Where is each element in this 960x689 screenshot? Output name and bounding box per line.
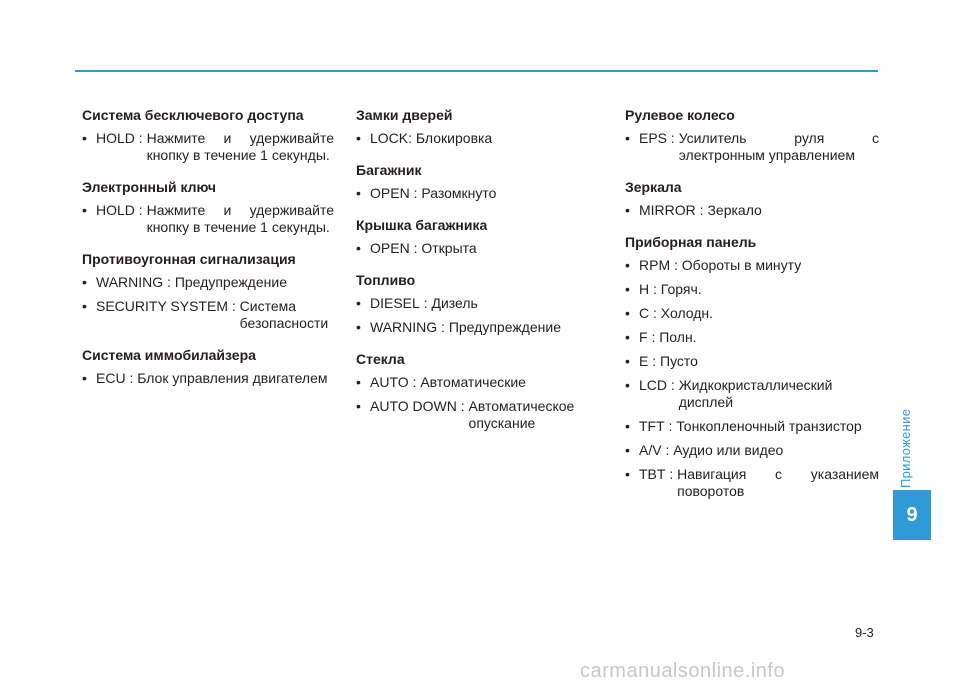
column-3 xyxy=(625,106,879,514)
term-separator: : xyxy=(408,374,421,390)
term-definition: Тонкопленочный транзистор xyxy=(676,418,862,434)
term-abbreviation: OPEN xyxy=(370,240,410,256)
glossary-section xyxy=(82,106,334,164)
glossary-item xyxy=(82,298,334,332)
glossary-section xyxy=(625,106,879,164)
term-definition: Аудио или видео xyxy=(673,442,784,458)
section-heading: Противоугонная сигнализация xyxy=(82,251,296,267)
term-definition: Нажмите и удерживайте кнопку в течение 1 секунды. xyxy=(146,130,334,163)
term-definition: Автоматическое опускание xyxy=(468,398,575,431)
term-separator: : xyxy=(409,185,422,201)
glossary-section xyxy=(356,216,590,257)
bullet-icon: • xyxy=(625,329,630,345)
term-separator: : xyxy=(648,353,661,369)
glossary-item xyxy=(625,353,879,370)
term-definition: Холодн. xyxy=(660,305,714,321)
glossary-section xyxy=(356,350,590,432)
section-heading: Стекла xyxy=(356,351,405,367)
bullet-icon: • xyxy=(356,374,361,390)
section-heading: Электронный ключ xyxy=(82,179,217,195)
term-abbreviation: LOCK xyxy=(370,130,409,146)
glossary-item xyxy=(625,377,879,411)
bullet-icon: • xyxy=(625,442,630,458)
term-definition: Дизель xyxy=(431,295,478,311)
term-abbreviation: AUTO DOWN xyxy=(370,398,457,414)
term-separator: : xyxy=(665,466,678,482)
bullet-icon: • xyxy=(82,298,87,314)
term-definition: Жидкокристаллический дисплей xyxy=(678,377,833,410)
term-separator: : xyxy=(667,130,679,146)
term-separator: : xyxy=(647,329,660,345)
bullet-icon: • xyxy=(82,274,87,290)
glossary-item xyxy=(625,202,879,219)
bullet-icon: • xyxy=(356,130,361,146)
bullet-icon: • xyxy=(625,202,630,218)
glossary-section xyxy=(356,161,590,202)
term-separator: : xyxy=(664,418,677,434)
glossary-section xyxy=(356,106,590,147)
bullet-icon: • xyxy=(625,281,630,297)
term-abbreviation: HOLD xyxy=(96,130,135,146)
glossary-item xyxy=(356,398,590,432)
glossary-item xyxy=(82,130,334,164)
term-definition: Предупреждение xyxy=(174,274,287,290)
bullet-icon: • xyxy=(356,185,361,201)
term-definition: Разомкнуто xyxy=(421,185,497,201)
term-definition: Блокировка xyxy=(415,130,493,146)
term-definition: Зеркало xyxy=(707,202,762,218)
appendix-tab-label: Приложение xyxy=(898,408,913,488)
glossary-item xyxy=(625,281,879,298)
term-abbreviation: AUTO xyxy=(370,374,409,390)
term-separator: : xyxy=(408,130,416,146)
term-definition: Навигация с указанием поворотов xyxy=(677,466,879,499)
term-abbreviation: ECU xyxy=(96,370,126,386)
glossary-section xyxy=(625,233,879,500)
term-separator: : xyxy=(437,319,449,335)
term-abbreviation: A/V xyxy=(639,442,662,458)
glossary-item xyxy=(625,466,879,500)
bullet-icon: • xyxy=(625,257,630,273)
glossary-item xyxy=(625,305,879,322)
term-separator: : xyxy=(649,305,661,321)
term-separator: : xyxy=(667,377,679,393)
header-rule xyxy=(75,70,878,72)
term-definition: Усилитель руля с электронным управлением xyxy=(678,130,879,163)
term-definition: Полн. xyxy=(659,329,697,345)
glossary-item xyxy=(625,329,879,346)
glossary-item xyxy=(356,185,590,202)
term-abbreviation: WARNING xyxy=(96,274,164,290)
glossary-item xyxy=(356,240,590,257)
section-heading: Система иммобилайзера xyxy=(82,347,256,363)
term-definition: Горяч. xyxy=(660,281,702,297)
term-separator: : xyxy=(134,202,147,218)
term-definition: Предупреждение xyxy=(448,319,561,335)
term-abbreviation: EPS xyxy=(639,130,668,146)
glossary-item xyxy=(625,442,879,459)
section-heading: Крышка багажника xyxy=(356,217,488,233)
glossary-section xyxy=(82,178,334,236)
section-heading: Зеркала xyxy=(625,179,682,195)
glossary-item xyxy=(82,274,334,291)
section-heading: Рулевое колесо xyxy=(625,107,735,123)
term-abbreviation: WARNING xyxy=(370,319,438,335)
glossary-item xyxy=(625,257,879,274)
watermark: carmanualsonline.info xyxy=(580,660,786,682)
term-definition: Пусто xyxy=(660,353,698,369)
glossary-item xyxy=(625,418,879,435)
term-definition: Система безопасности xyxy=(239,298,329,331)
term-abbreviation: E xyxy=(639,353,649,369)
glossary-item xyxy=(82,370,334,387)
section-heading: Система бесключевого доступа xyxy=(82,107,304,123)
glossary-section xyxy=(356,271,590,336)
bullet-icon: • xyxy=(356,319,361,335)
glossary-section xyxy=(82,250,334,332)
term-separator: : xyxy=(661,442,674,458)
section-heading: Замки дверей xyxy=(356,107,453,123)
term-abbreviation: HOLD xyxy=(96,202,135,218)
term-definition: Обороты в минуту xyxy=(681,257,802,273)
bullet-icon: • xyxy=(625,130,630,146)
bullet-icon: • xyxy=(625,353,630,369)
bullet-icon: • xyxy=(625,377,630,393)
term-separator: : xyxy=(163,274,175,290)
bullet-icon: • xyxy=(356,295,361,311)
term-definition: Открыта xyxy=(421,240,477,256)
bullet-icon: • xyxy=(82,370,87,386)
bullet-icon: • xyxy=(625,305,630,321)
glossary-item xyxy=(356,130,590,147)
bullet-icon: • xyxy=(82,130,87,146)
term-abbreviation: H xyxy=(639,281,650,297)
term-abbreviation: TFT xyxy=(639,418,665,434)
term-separator: : xyxy=(649,281,661,297)
term-separator: : xyxy=(456,398,469,414)
term-abbreviation: TBT xyxy=(639,466,666,482)
page-number: 9-3 xyxy=(855,625,874,640)
term-definition: Автоматические xyxy=(420,374,526,390)
term-abbreviation: RPM xyxy=(639,257,671,273)
term-abbreviation: OPEN xyxy=(370,185,410,201)
bullet-icon: • xyxy=(356,240,361,256)
term-separator: : xyxy=(419,295,432,311)
column-2 xyxy=(356,106,590,446)
glossary-section xyxy=(625,178,879,219)
term-separator: : xyxy=(695,202,708,218)
section-heading: Приборная панель xyxy=(625,234,757,250)
section-heading: Багажник xyxy=(356,162,422,178)
term-abbreviation: C xyxy=(639,305,650,321)
bullet-icon: • xyxy=(625,418,630,434)
term-separator: : xyxy=(228,298,240,314)
term-separator: : xyxy=(134,130,147,146)
term-abbreviation: DIESEL xyxy=(370,295,420,311)
glossary-item xyxy=(625,130,879,164)
term-definition: Блок управления двигателем xyxy=(137,370,328,386)
term-abbreviation: SECURITY SYSTEM xyxy=(96,298,228,314)
glossary-item xyxy=(82,202,334,236)
term-separator: : xyxy=(670,257,682,273)
chapter-number-badge: 9 xyxy=(893,490,931,540)
term-separator: : xyxy=(125,370,138,386)
glossary-item xyxy=(356,374,590,391)
bullet-icon: • xyxy=(82,202,87,218)
glossary-section xyxy=(82,346,334,387)
term-definition: Нажмите и удерживайте кнопку в течение 1 секунды. xyxy=(146,202,334,235)
glossary-item xyxy=(356,295,590,312)
term-separator: : xyxy=(409,240,422,256)
term-abbreviation: LCD xyxy=(639,377,668,393)
section-heading: Топливо xyxy=(356,272,416,288)
term-abbreviation: F xyxy=(639,329,648,345)
glossary-item xyxy=(356,319,590,336)
term-abbreviation: MIRROR xyxy=(639,202,696,218)
bullet-icon: • xyxy=(356,398,361,414)
column-1 xyxy=(82,106,334,401)
bullet-icon: • xyxy=(625,466,630,482)
